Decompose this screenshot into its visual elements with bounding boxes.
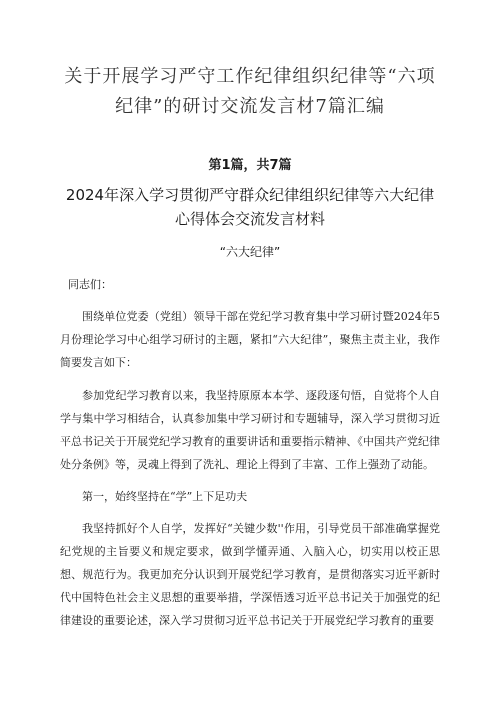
salutation: 同志们： (68, 278, 112, 291)
article-subtitle: “六大纪律” (219, 245, 281, 259)
article-title: 2024年深入学习贯彻严守群众纪律组织纪律等六大纪律心得体会交流发言材料 (65, 186, 435, 228)
paragraph-study: 参加党纪学习教育以来，我坚持原原本本学、逐段逐句悟，自觉将个人自学与集中学习相结合，认真参加集中学习研讨和专题辅导，深入学习贯彻习近平总书记关于开展党纪学习教育的重要讲话和重要指示精神、《中国共产党纪律处分条例》等，灵魂上得到了洗礼、理论上得到了丰富、工作上强劲了动能。 (60, 389, 440, 471)
paragraph-section-one: 我坚持抓好个人自学，发挥好“关键少数''作用，引导党员干部准确掌握党纪党规的主旨要义和规定要求，做到学懂弄通、入脑入心，切实用以校正思想、规范行为。我更加充分认识到开展党纪学习教育，是贯彻落实习近平新时代中国特色社会主义思想的重要举措，学深悟透习近平总书记关于加强党的纪律建设的重要论述，深入学习贯彻习近平总书记关于开展党纪学习教育的重要 (60, 522, 440, 627)
paragraph-intro: 围绕单位党委（党组）领导干部在党纪学习教育集中学习研讨暨2024年5月份理论学习中心组学习研讨的主题，紧扣“六大纪律”，聚焦主责主业，我作简要发言如下： (60, 310, 440, 369)
document-title: 关于开展学习严守工作纪律组织纪律等“六项纪律”的研讨交流发言材7篇汇编 (64, 66, 436, 117)
section-heading: 第一，始终坚持在“学”上下足功夫 (82, 490, 248, 503)
chapter-indicator: 第1篇，共7篇 (208, 158, 292, 173)
